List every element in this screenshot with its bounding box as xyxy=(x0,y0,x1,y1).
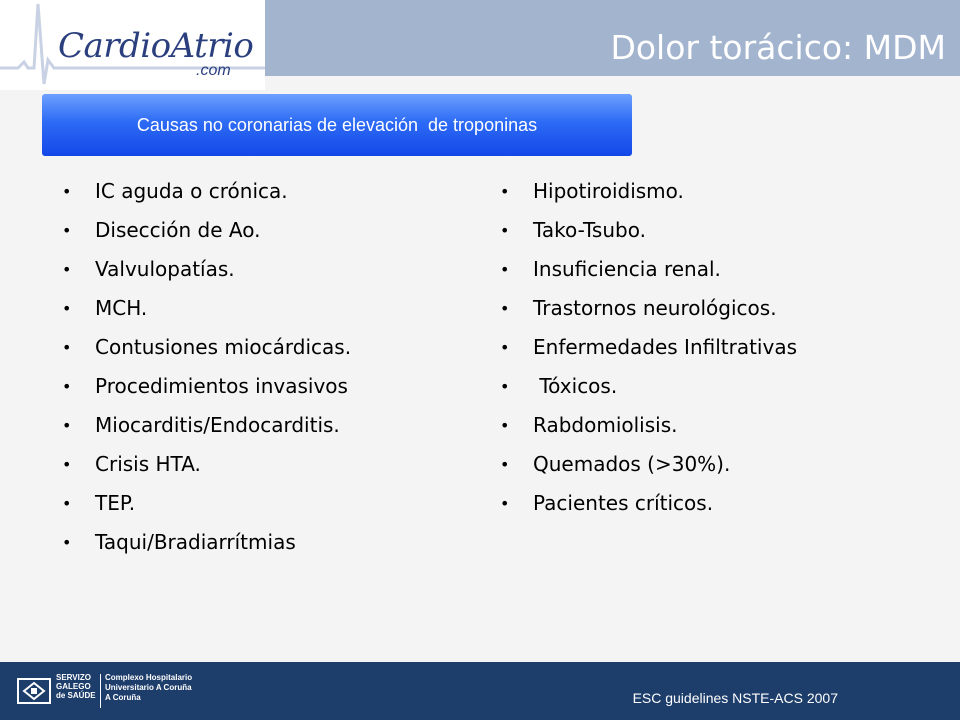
bullet-icon: • xyxy=(62,338,72,357)
list-item-text: Rabdomiolisis. xyxy=(533,413,678,437)
bullet-icon: • xyxy=(500,221,510,240)
list-item-text: MCH. xyxy=(95,296,148,320)
bullet-icon: • xyxy=(62,260,72,279)
list-item-text: Crisis HTA. xyxy=(95,452,201,476)
hospital-line: Complexo Hospitalario xyxy=(105,673,193,682)
bullet-icon: • xyxy=(500,377,510,396)
list-item-text: Tóxicos. xyxy=(533,374,618,398)
sergas-name xyxy=(56,673,96,700)
bullet-icon: • xyxy=(62,455,72,474)
list-item-text: Contusiones miocárdicas. xyxy=(95,335,352,359)
bullet-icon: • xyxy=(62,299,72,318)
sergas-logo xyxy=(14,671,224,711)
subtitle-box xyxy=(42,94,632,156)
list-item-text: Quemados (>30%). xyxy=(533,452,731,476)
bullet-icon: • xyxy=(500,455,510,474)
list-item-text: Miocarditis/Endocarditis. xyxy=(95,413,340,437)
bullet-icon: • xyxy=(500,494,510,513)
bullet-icon: • xyxy=(500,416,510,435)
footer-source-note: ESC guidelines NSTE-ACS 2007 xyxy=(632,690,838,706)
sergas-line: SERVIZO xyxy=(56,673,91,682)
bullet-icon: • xyxy=(62,182,72,201)
sergas-line: de SAÚDE xyxy=(56,691,96,700)
list-item-text: Enfermedades Infiltrativas xyxy=(533,335,798,359)
hospital-name xyxy=(105,673,192,703)
list-item-text: Procedimientos invasivos xyxy=(95,374,348,398)
logo-divider xyxy=(100,674,101,708)
sergas-line: GALEGO xyxy=(56,682,91,691)
list-item-text: Trastornos neurológicos. xyxy=(533,296,777,320)
list-item-text: Pacientes críticos. xyxy=(533,491,714,515)
bullet-icon: • xyxy=(500,260,510,279)
hospital-line: A Coruña xyxy=(105,693,141,702)
sergas-cross-icon xyxy=(14,671,54,711)
bullet-icon: • xyxy=(500,338,510,357)
bullet-icon: • xyxy=(62,377,72,396)
list-item-text: Insuficiencia renal. xyxy=(533,257,721,281)
logo-text: CardioAtrio xyxy=(58,26,254,66)
bullet-icon: • xyxy=(500,299,510,318)
slide-title: Dolor torácico: MDM xyxy=(610,28,946,67)
bullet-icon: • xyxy=(62,416,72,435)
list-item-text: TEP. xyxy=(95,491,136,515)
hospital-line: Universitario A Coruña xyxy=(105,683,192,692)
cardioatrio-logo xyxy=(0,0,265,90)
list-item-text: Taqui/Bradiarrítmias xyxy=(95,530,296,554)
list-item-text: Disección de Ao. xyxy=(95,218,261,242)
list-item-text: Valvulopatías. xyxy=(95,257,235,281)
logo-suffix: .com xyxy=(196,62,231,79)
bullet-icon: • xyxy=(500,182,510,201)
subtitle-text: Causas no coronarias de elevación de troponinas xyxy=(136,115,538,135)
list-item-text: Tako-Tsubo. xyxy=(533,218,646,242)
list-item-text: IC aguda o crónica. xyxy=(95,179,288,203)
bullet-icon: • xyxy=(62,221,72,240)
list-item-text: Hipotiroidismo. xyxy=(533,179,684,203)
bullet-icon: • xyxy=(62,494,72,513)
bullet-icon: • xyxy=(62,533,72,552)
